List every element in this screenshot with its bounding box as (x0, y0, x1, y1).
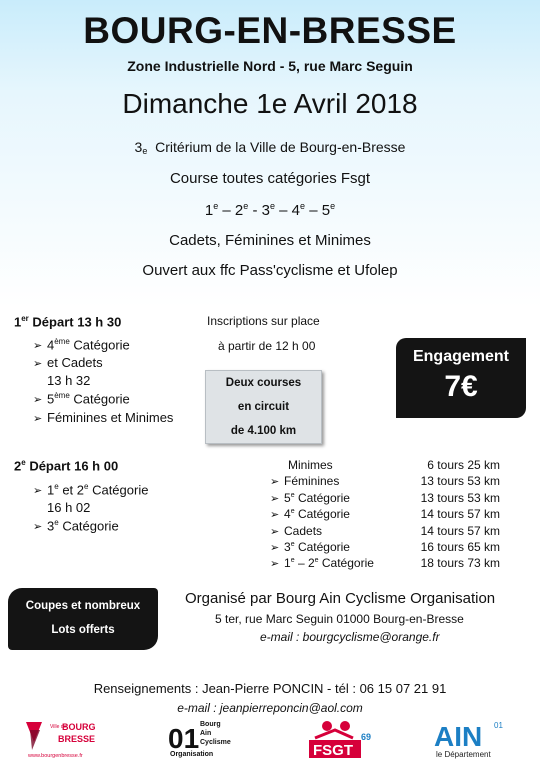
bourg-en-bresse-logo (22, 716, 114, 760)
arrow-icon: ➢ (270, 492, 280, 505)
svg-text:Bourg: Bourg (200, 721, 221, 728)
contact-email: e-mail : jeanpierreponcin@aol.com (177, 701, 363, 715)
page-title: BOURG-EN-BRESSE (83, 10, 457, 51)
list-item: ➢ Féminines et Minimes (33, 410, 174, 425)
categories-line: 1e – 2e - 3e – 4e – 5e (204, 201, 336, 219)
inscriptions-line1: Inscriptions sur place (207, 314, 320, 328)
list-item: ➢ 5ème Catégorie (33, 391, 130, 407)
engagement-label: Engagement (412, 348, 509, 365)
svg-text:01: 01 (168, 723, 200, 754)
organisation-line1: Organisé par Bourg Ain Cyclisme Organisation (185, 590, 496, 607)
engagement-box (396, 338, 526, 418)
table-row: ➢ Cadets 14 tours 57 km (270, 523, 500, 538)
criterium-text: Critérium de la Ville de Bourg-en-Bresse (155, 139, 406, 155)
table-row: ➢ 5e Catégorie 13 tours 53 km (270, 490, 500, 505)
table-row: Minimes 6 tours 25 km (288, 458, 500, 472)
svg-text:Ain: Ain (200, 730, 212, 737)
arrow-icon: ➢ (33, 413, 43, 425)
svg-text:BOURG: BOURG (62, 722, 96, 732)
ain-departement-logo (432, 716, 522, 760)
list-item: ➢ 4ème Catégorie (33, 337, 130, 353)
svg-text:FSGT: FSGT (313, 742, 353, 759)
arrow-icon: ➢ (33, 521, 43, 534)
svg-text:www.bourgenbresse.fr: www.bourgenbresse.fr (28, 753, 83, 759)
renseignements: Renseignements : Jean-Pierre PONCIN - tél : 06 15 07 21 91 (93, 681, 447, 696)
depart1-heading: 1er Départ 13 h 30 (14, 314, 122, 330)
criterium-sup: e (142, 146, 148, 156)
svg-text:01: 01 (494, 721, 503, 730)
address: Zone Industrielle Nord - 5, rue Marc Seguin (127, 58, 413, 74)
inscriptions-line2: à partir de 12 h 00 (218, 339, 316, 353)
cadets-line: Cadets, Féminines et Minimes (169, 232, 371, 249)
arrow-icon: ➢ (33, 358, 43, 370)
bourg-ain-cyclisme-logo (168, 716, 238, 760)
list-item: 16 h 02 (47, 500, 91, 515)
list-item: ➢ 3e Catégorie (33, 518, 119, 534)
criterium-line (0, 139, 540, 155)
arrow-icon: ➢ (270, 541, 280, 554)
list-item: ➢ et Cadets (33, 355, 103, 370)
list-item: 13 h 32 (47, 373, 91, 388)
table-row: ➢ Féminines 13 tours 53 km (270, 474, 500, 489)
arrow-icon: ➢ (33, 340, 43, 353)
organisation-line2: 5 ter, rue Marc Seguin 01000 Bourg-en-Bresse (215, 612, 464, 626)
svg-text:Cyclisme: Cyclisme (200, 739, 231, 746)
table-row: ➢ 3e Catégorie 16 tours 65 km (270, 539, 500, 554)
table-row: ➢ 1e – 2e Catégorie 18 tours 73 km (270, 556, 500, 571)
deux-courses-box: Deux courses en circuit de 4.100 km (205, 370, 322, 444)
coupes-box: Coupes et nombreux Lots offerts (8, 588, 158, 650)
tours-table (270, 458, 500, 573)
course-line: Course toutes catégories Fsgt (169, 170, 371, 187)
arrow-icon: ➢ (33, 485, 43, 498)
svg-text:le Département: le Département (436, 750, 491, 759)
arrow-icon: ➢ (33, 394, 43, 407)
svg-text:BRESSE: BRESSE (58, 734, 96, 744)
criterium-num: 3 (134, 139, 143, 155)
svg-text:Ville de: Ville de (50, 724, 67, 730)
svg-text:AIN: AIN (434, 721, 483, 752)
fsgt-logo (305, 716, 375, 760)
arrow-icon: ➢ (270, 509, 280, 522)
svg-text:Organisation: Organisation (170, 751, 214, 758)
table-row: ➢ 4e Catégorie 14 tours 57 km (270, 507, 500, 522)
event-date: Dimanche 1e Avril 2018 (122, 88, 418, 119)
list-item: ➢ 1e et 2e Catégorie (33, 482, 149, 498)
arrow-icon: ➢ (270, 525, 280, 538)
arrow-icon: ➢ (270, 558, 280, 571)
arrow-icon: ➢ (270, 476, 280, 489)
organisation-email: e-mail : bourgcyclisme@orange.fr (260, 630, 440, 644)
depart2-heading: 2e Départ 16 h 00 (14, 458, 119, 474)
engagement-price: 7€ (444, 370, 478, 403)
ouvert-line: Ouvert aux ffc Pass'cyclisme et Ufolep (142, 262, 398, 279)
svg-text:69: 69 (361, 732, 372, 742)
